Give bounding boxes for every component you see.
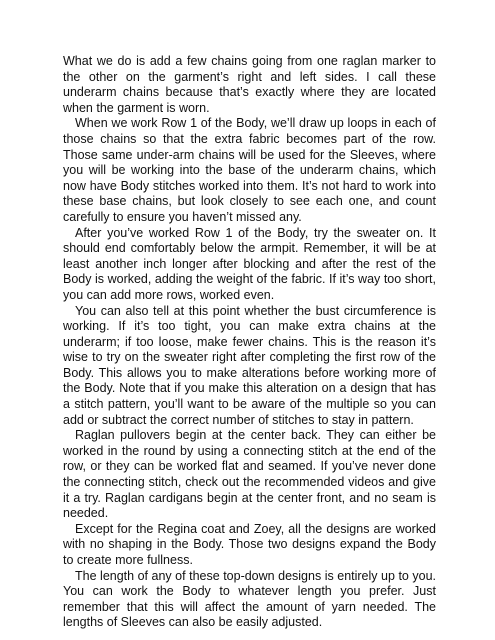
paragraph-shaping: Except for the Regina coat and Zoey, all the designs are worked with no shaping in the Body. Those two designs expand the Body to create more fullness. xyxy=(63,521,436,567)
paragraph-raglan-pullovers: Raglan pullovers begin at the center back. They can either be worked in the round by using a connecting stitch at the end of the row, or they can be worked flat and seamed. If you’ve never done the connecting stitch, check out the recommended videos and give it a try. Raglan cardigans begin at the center front, and no seam is needed. xyxy=(63,428,436,521)
paragraph-try-on: After you’ve worked Row 1 of the Body, try the sweater on. It should end comfortably below the armpit. Remember, it will be at least another inch longer after blocking and after the rest of the Body is worked, adding the weight of the fabric. If it’s way too short, you can add more rows, worked even. xyxy=(63,225,436,302)
paragraph-underarm-chains: What we do is add a few chains going from one raglan marker to the other on the garment’s right and left sides. I call these underarm chains because that’s exactly where they are located when the garment is worn. xyxy=(63,54,436,115)
paragraph-bust-circumference: You can also tell at this point whether the bust circumference is working. If it’s too tight, you can make extra chains at the underarm; if too loose, make fewer chains. This is the reason it’s wise to try on the sweater right after completing the first row of the Body. This allows you to make alterations before working more of the Body. Note that if you make this alteration on a design that has a stitch pattern, you’ll want to be aware of the multiple so you can add or subtract the correct number of stitches to stay in pattern. xyxy=(63,303,436,427)
paragraph-row-one: When we work Row 1 of the Body, we’ll draw up loops in each of those chains so that the extra fabric becomes part of the row. Those same under-arm chains will be used for the Sleeves, where you will be working into the base of the underarm chains, which now have Body stitches worked into them. It’s not hard to work into these base chains, but look closely to see each one, and count carefully to ensure you haven’t missed any. xyxy=(63,116,436,224)
paragraph-length: The length of any of these top-down designs is entirely up to you. You can work the Body to whatever length you prefer. Just remember that this will affect the amount of yarn needed. The lengths of Sleeves can also be easily adjusted. xyxy=(63,568,436,630)
document-page xyxy=(63,54,436,631)
